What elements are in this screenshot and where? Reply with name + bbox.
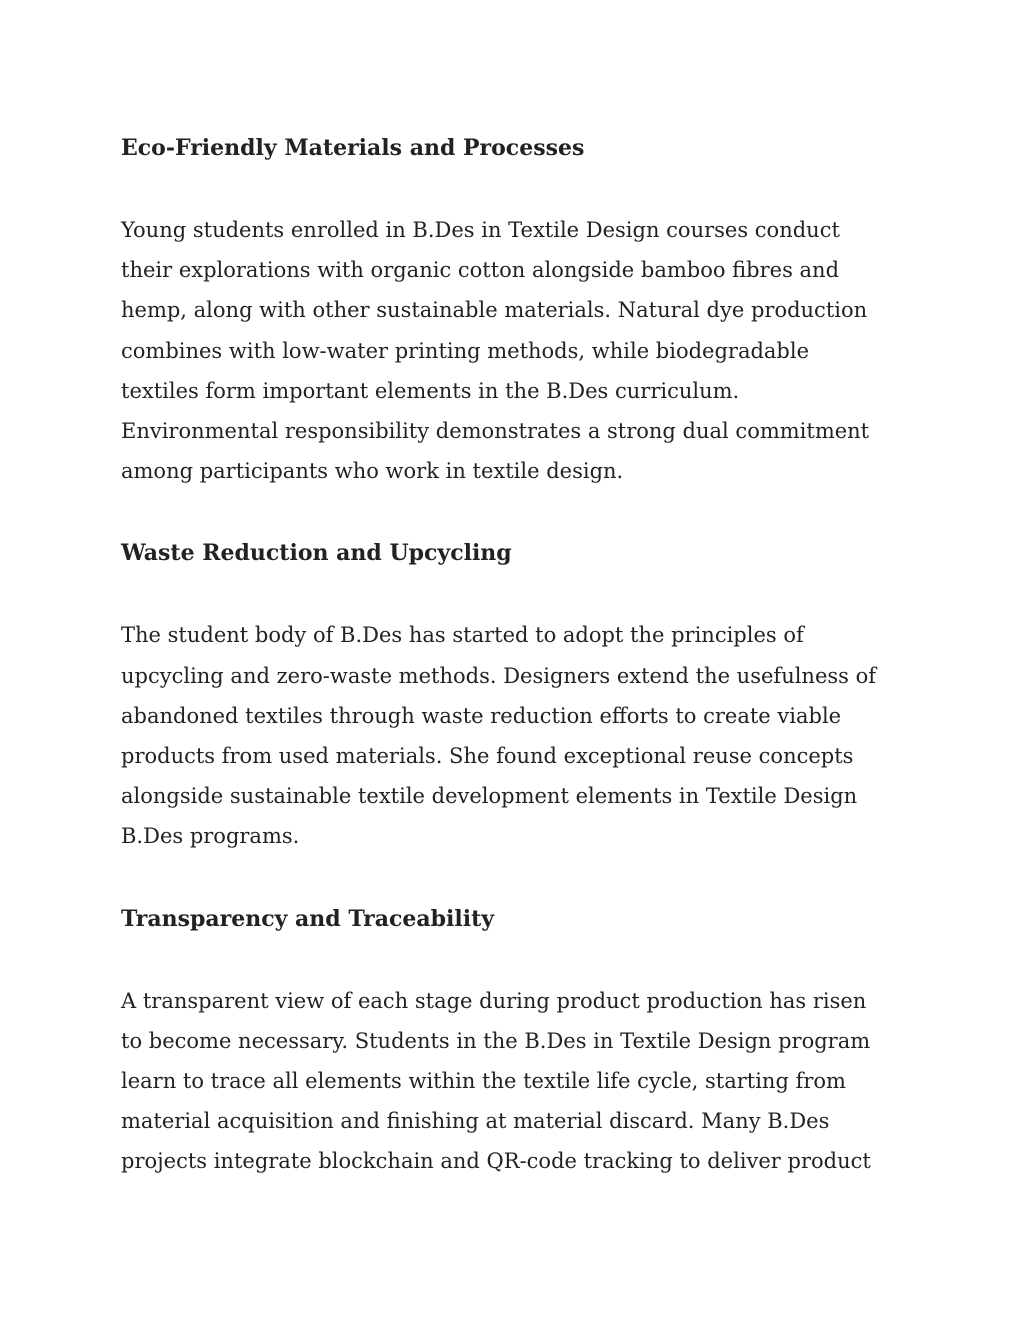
- section-heading: Eco-Friendly Materials and Processes: [121, 135, 585, 161]
- paragraph-line: Environmental responsibility demonstrates a strong dual commitment: [121, 419, 870, 444]
- section-heading: Transparency and Traceability: [121, 905, 495, 932]
- paragraph-line: textiles form important elements in the B.Des curriculum.: [121, 378, 740, 403]
- paragraph-line: B.Des programs.: [121, 824, 300, 849]
- paragraph-line: learn to trace all elements within the textile life cycle, starting from: [121, 1069, 846, 1094]
- section-waste-reduction: [121, 533, 911, 856]
- section-paragraph: [121, 615, 911, 856]
- section-eco-friendly: [121, 128, 911, 491]
- paragraph-line: alongside sustainable textile development elements in Textile Design: [121, 784, 858, 809]
- paragraph-line: combines with low-water printing methods, while biodegradable: [121, 338, 810, 363]
- paragraph-line: upcycling and zero-waste methods. Designers extend the usefulness of: [121, 663, 877, 688]
- paragraph-line: products from used materials. She found exceptional reuse concepts: [121, 744, 854, 769]
- paragraph-line: Young students enrolled in B.Des in Textile Design courses conduct: [121, 218, 840, 242]
- paragraph-line: among participants who work in textile design.: [121, 459, 624, 484]
- document-page: [121, 128, 911, 1224]
- section-paragraph: [121, 981, 911, 1182]
- paragraph-line: hemp, along with other sustainable materials. Natural dye production: [121, 298, 868, 323]
- section-transparency: [121, 899, 911, 1182]
- paragraph-line: A transparent view of each stage during product production has risen: [121, 988, 867, 1013]
- paragraph-line: their explorations with organic cotton alongside bamboo fibres and: [121, 258, 840, 283]
- paragraph-line: The student body of B.Des has started to adopt the principles of: [121, 623, 804, 648]
- paragraph-line: projects integrate blockchain and QR-code tracking to deliver product: [121, 1149, 871, 1174]
- paragraph-line: abandoned textiles through waste reduction efforts to create viable: [121, 703, 842, 728]
- paragraph-line: to become necessary. Students in the B.Des in Textile Design program: [121, 1028, 871, 1053]
- section-paragraph: [121, 210, 911, 491]
- section-heading: Waste Reduction and Upcycling: [121, 540, 512, 567]
- paragraph-line: material acquisition and finishing at material discard. Many B.Des: [121, 1109, 830, 1134]
